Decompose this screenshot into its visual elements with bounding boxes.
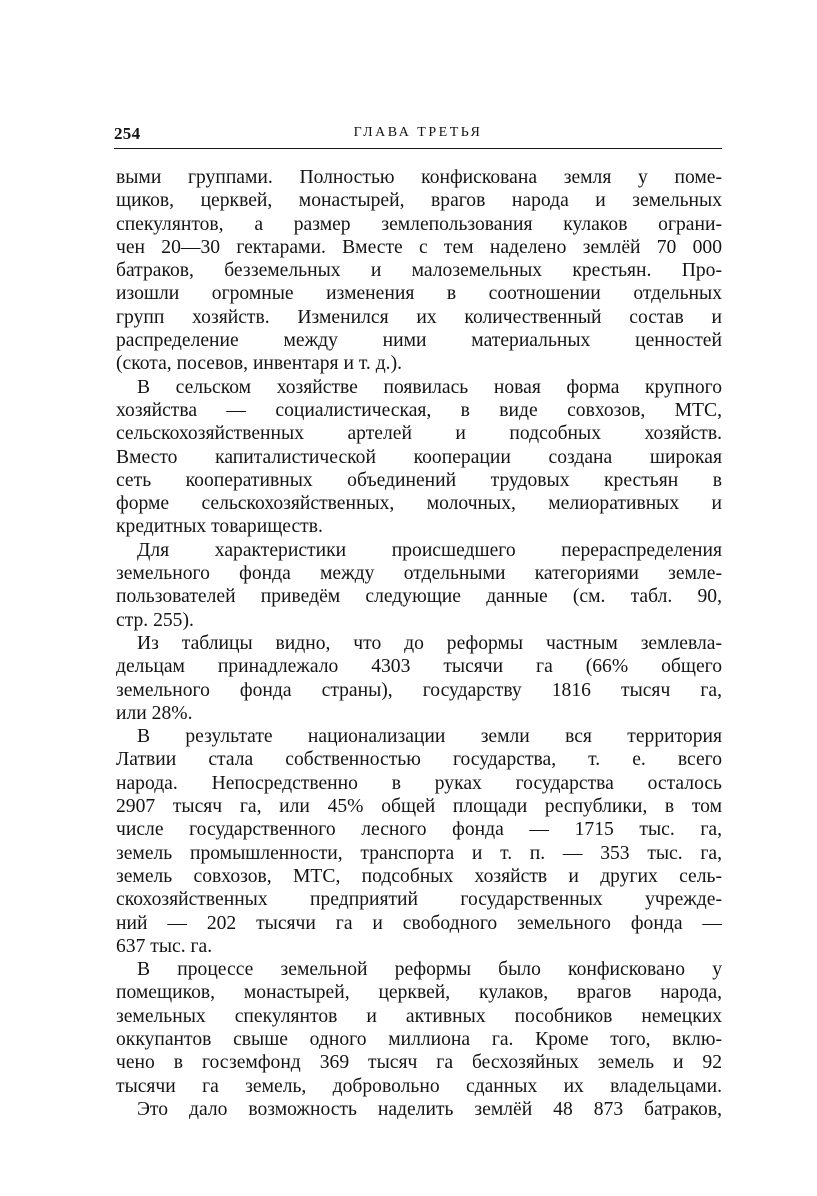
text-line: хозяйства — социалистическая, в виде совхозов, МТС, <box>116 399 722 421</box>
page-number: 254 <box>114 124 141 143</box>
text-line: изошли огромные изменения в соотношении отдельных <box>116 283 722 305</box>
text-line: сельскохозяйственных артелей и подсобных хозяйств. <box>116 423 722 445</box>
text-line: В процессе земельной реформы было конфисковано у <box>137 959 722 981</box>
text-line: ний — 202 тысячи га и свободного земельного фонда — <box>116 912 722 934</box>
header-rule <box>114 148 722 149</box>
text-line: земель промышленности, транспорта и т. п. — 353 тыс. га, <box>116 842 722 864</box>
text-line: или 28%. <box>116 702 193 724</box>
text-line: земельного фонда страны), государству 1816 тысяч га, <box>116 679 722 701</box>
text-line: помещиков, монастырей, церквей, кулаков, врагов народа, <box>116 982 722 1004</box>
text-line: стр. 255). <box>116 609 194 631</box>
text-line: батраков, безземельных и малоземельных крестьян. Про- <box>116 260 722 282</box>
text-line: числе государственного лесного фонда — 1715 тыс. га, <box>116 819 722 841</box>
text-line: групп хозяйств. Изменился их количественный состав и <box>116 306 722 328</box>
text-line: выми группами. Полностью конфискована земля у поме- <box>116 167 722 188</box>
text-line: форме сельскохозяйственных, молочных, мелиоративных и <box>116 493 722 515</box>
text-line: Вместо капиталистической кооперации создана широкая <box>116 446 722 468</box>
running-title: ГЛАВА ТРЕТЬЯ <box>353 125 483 140</box>
text-line: спекулянтов, а размер землепользования кулаков ограни- <box>116 213 722 235</box>
page-header <box>114 124 722 146</box>
text-line: 2907 тысяч га, или 45% общей площади республики, в том <box>116 796 722 818</box>
text-line: народа. Непосредственно в руках государства осталось <box>116 772 722 794</box>
text-line: В сельском хозяйстве появилась новая форма крупного <box>137 376 722 398</box>
text-line: земельных спекулянтов и активных пособников немецких <box>116 1005 722 1027</box>
text-line: В результате национализации земли вся территория <box>137 726 722 748</box>
text-line: земель совхозов, МТС, подсобных хозяйств и других сель- <box>116 865 722 887</box>
text-line: кредитных товариществ. <box>116 516 323 538</box>
text-line: дельцам принадлежало 4303 тысячи га (66% общего <box>116 656 722 678</box>
text-line: распределение между ними материальных ценностей <box>116 330 722 352</box>
text-line: скохозяйственных предприятий государственных учрежде- <box>116 889 722 911</box>
body-text <box>116 166 722 1121</box>
text-line: оккупантов свыше одного миллиона га. Кроме того, вклю- <box>116 1028 722 1050</box>
text-line: (скота, посевов, инвентаря и т. д.). <box>116 353 403 375</box>
text-line: 637 тыс. га. <box>116 935 213 957</box>
text-line: тысячи га земель, добровольно сданных их владельцами. <box>116 1075 722 1097</box>
text-line: земельного фонда между отдельными категориями земле- <box>116 563 722 585</box>
text-line: Для характеристики происшедшего перераспределения <box>137 539 722 561</box>
text-line: пользователей приведём следующие данные (см. табл. 90, <box>116 586 722 608</box>
text-line: Это дало возможность наделить землёй 48 873 батраков, <box>137 1098 722 1120</box>
text-line: Из таблицы видно, что до реформы частным землевла- <box>137 632 722 654</box>
text-line: чено в госземфонд 369 тысяч га бесхозяйных земель и 92 <box>116 1052 722 1074</box>
text-line: щиков, церквей, монастырей, врагов народа и земельных <box>116 190 722 212</box>
text-line: чен 20—30 гектарами. Вместе с тем наделено землёй 70 000 <box>116 236 722 258</box>
text-line: Латвии стала собственностью государства, т. е. всего <box>116 749 722 771</box>
text-line: сеть кооперативных объединений трудовых крестьян в <box>116 469 722 491</box>
